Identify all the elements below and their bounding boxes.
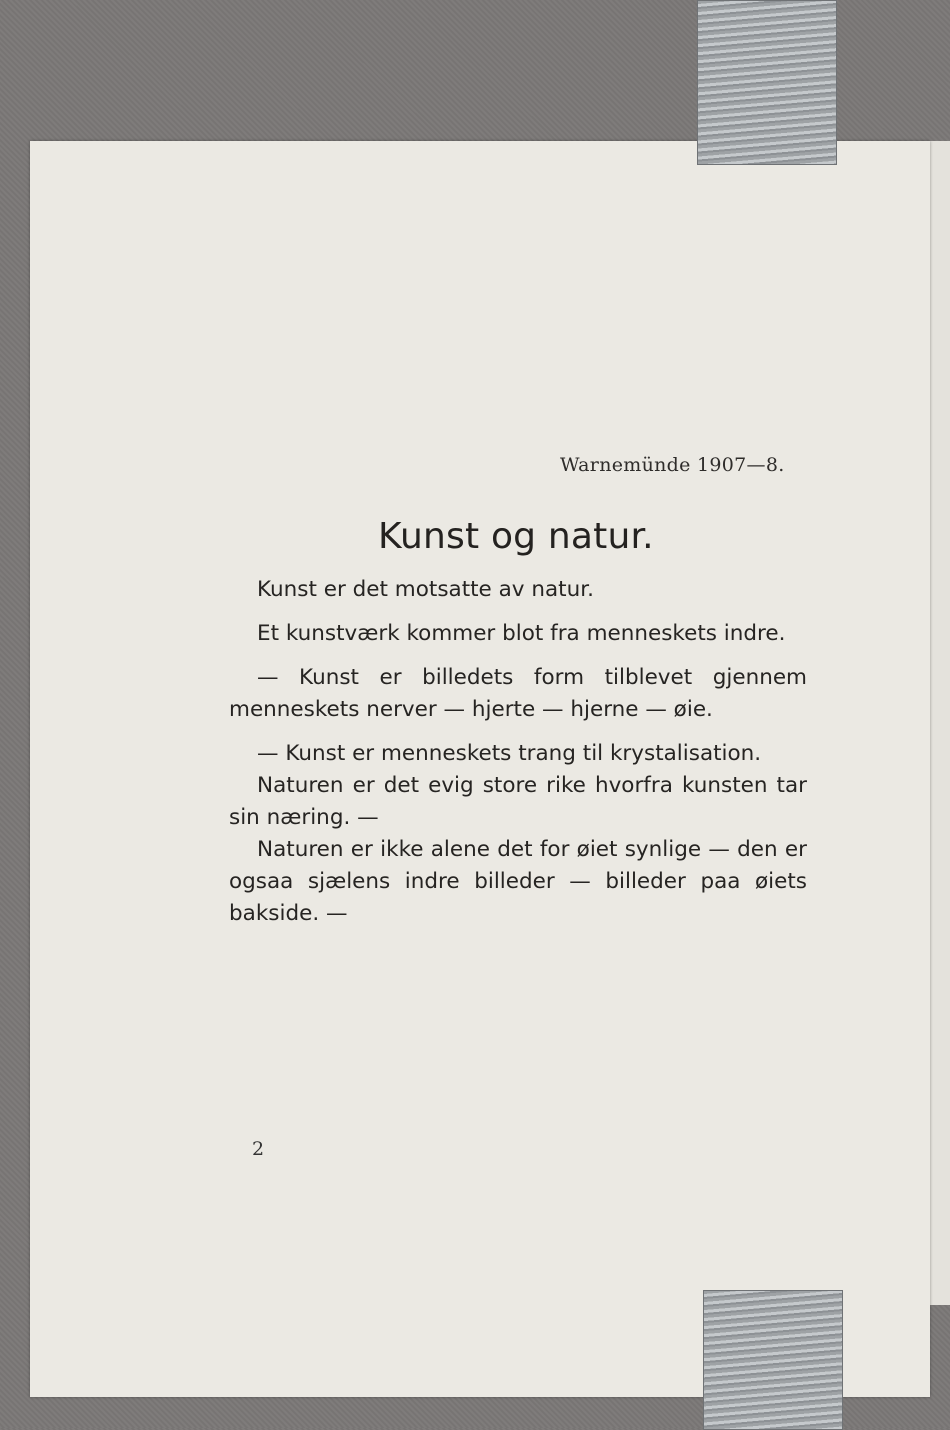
next-page-edge [928, 141, 950, 1305]
paragraph: Kunst er det motsatte av natur. [257, 577, 594, 602]
body-text [229, 574, 807, 930]
paragraph: Naturen er ikke alene det for øiet synlige — den er ogsaa sjælens indre billeder — billeder paa øiets bakside. — [229, 837, 807, 926]
paragraph: — Kunst er billedets form tilblevet gjennem menneskets nerver — hjerte — hjerne — øie. [229, 665, 807, 722]
dateline: Warnemünde 1907—8. [560, 454, 785, 476]
paragraph: Et kunstværk kommer blot fra menneskets indre. [257, 621, 786, 646]
page-number: 2 [252, 1138, 265, 1160]
paragraph: — Kunst er menneskets trang til krystalisation. [257, 741, 762, 766]
metal-clip-bottom [703, 1290, 843, 1430]
paragraph: Naturen er det evig store rike hvorfra kunsten tar sin næring. — [229, 773, 807, 830]
metal-clip-top [697, 0, 837, 165]
page-title: Kunst og natur. [378, 516, 654, 557]
